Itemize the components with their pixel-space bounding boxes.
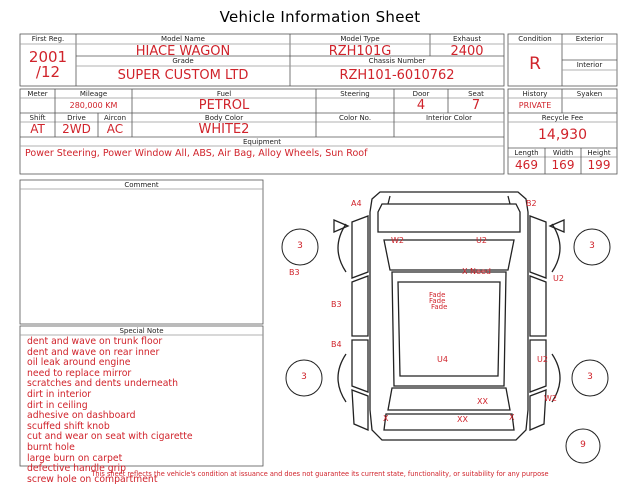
list-item: dirt in interior	[27, 388, 92, 400]
model-type-value: RZH101G	[328, 44, 392, 59]
damage-mark-u2-right: U2	[553, 274, 564, 283]
exterior-label: Exterior	[575, 35, 604, 43]
damage-mark-fade-2: Fade	[429, 297, 446, 305]
list-item: oil leak around engine	[27, 357, 131, 369]
width-label: Width	[552, 149, 574, 157]
seat-label: Seat	[468, 90, 484, 98]
list-item: large burn on carpet	[27, 452, 123, 464]
special-note-label: Special Note	[119, 327, 164, 335]
list-item: cut and wear on seat with cigarette	[27, 431, 193, 443]
first-reg-month: /12	[35, 63, 61, 81]
page-title: Vehicle Information Sheet	[219, 8, 421, 26]
chassis-number-value: RZH101-6010762	[339, 68, 455, 83]
history-label: History	[522, 90, 548, 98]
interior-label: Interior	[576, 61, 603, 69]
damage-mark-x-rear: X	[383, 414, 389, 423]
list-item: adhesive on dashboard	[27, 410, 136, 422]
damage-mark-x-need: X Need	[462, 267, 491, 276]
list-item: scuffed shift knob	[27, 420, 110, 432]
tire-front-left-grade: 3	[297, 241, 303, 251]
damage-mark-xx-1: XX	[477, 397, 488, 406]
damage-mark-b2: B2	[526, 199, 537, 208]
list-item: dirt in ceiling	[27, 399, 88, 411]
damage-mark-u2-rear: U2	[537, 355, 548, 364]
drive-label: Drive	[67, 114, 86, 122]
model-name-label: Model Name	[161, 35, 205, 43]
damage-mark-a4: A4	[351, 199, 362, 208]
aircon-value: AC	[106, 122, 124, 136]
damage-mark-fade-1: Fade	[429, 291, 446, 299]
spare-tire-grade: 9	[580, 440, 586, 450]
height-value: 199	[587, 158, 611, 172]
grade-label: Grade	[172, 57, 194, 65]
vehicle-diagram	[334, 192, 564, 440]
list-item: dent and wave on rear inner	[27, 346, 160, 358]
damage-mark-b4: B4	[331, 340, 342, 349]
chassis-number-label: Chassis Number	[368, 57, 426, 65]
aircon-label: Aircon	[103, 114, 127, 122]
list-item: need to replace mirror	[27, 367, 132, 379]
steering-label: Steering	[340, 90, 370, 98]
meter-label: Meter	[27, 90, 48, 98]
tire-rear-right-grade: 3	[587, 372, 593, 382]
mileage-value: 280,000 KM	[69, 101, 118, 110]
body-color-value: WHITE2	[198, 122, 250, 137]
damage-mark-fade-3: Fade	[431, 303, 448, 311]
equipment-value: Power Steering, Power Window All, ABS, Air Bag, Alloy Wheels, Sun Roof	[25, 148, 368, 159]
damage-mark-b3-inner: B3	[331, 300, 342, 309]
damage-mark-u4: U4	[437, 355, 448, 364]
fuel-label: Fuel	[216, 90, 232, 98]
damage-mark-x-rear-right: X	[509, 413, 515, 422]
tire-front-right-grade: 3	[589, 241, 595, 251]
mileage-label: Mileage	[79, 90, 108, 98]
recycle-fee-value: 14,930	[538, 127, 587, 143]
length-value: 469	[515, 158, 538, 172]
comment-label: Comment	[124, 181, 159, 189]
history-value: PRIVATE	[518, 101, 552, 110]
equipment-label: Equipment	[243, 138, 281, 146]
model-name-value: HIACE WAGON	[135, 44, 231, 59]
grade-value: SUPER CUSTOM LTD	[117, 68, 249, 83]
exhaust-value: 2400	[450, 44, 484, 59]
door-value: 4	[416, 98, 426, 113]
list-item: scratches and dents underneath	[27, 378, 178, 390]
tire-rear-left-grade: 3	[301, 372, 307, 382]
fuel-value: PETROL	[198, 98, 250, 113]
list-item: screw hole on compartment	[27, 473, 158, 485]
damage-mark-w2-front: W2	[391, 236, 404, 245]
body-color-label: Body Color	[204, 114, 244, 122]
recycle-fee-label: Recycle Fee	[541, 114, 584, 122]
footer-disclaimer: This sheet reflects the vehicle's condition at issuance and does not guarantee its current state, functionality, or suitability for any purpose	[91, 470, 549, 478]
special-note-list	[27, 337, 193, 485]
width-value: 169	[551, 158, 575, 172]
exhaust-label: Exhaust	[452, 35, 482, 43]
shift-label: Shift	[29, 114, 46, 122]
condition-label: Condition	[518, 35, 552, 43]
damage-mark-xx-2: XX	[457, 415, 468, 424]
first-reg-year: 2001	[28, 48, 68, 66]
door-label: Door	[412, 90, 430, 98]
height-label: Height	[587, 149, 611, 157]
length-label: Length	[514, 149, 539, 157]
list-item: dent and wave on trunk floor	[27, 336, 163, 347]
damage-mark-b3-left: B3	[289, 268, 300, 277]
first-reg-label: First Reg.	[31, 35, 65, 43]
seat-value: 7	[471, 98, 481, 113]
list-item: defective handle grip	[27, 463, 126, 475]
model-type-label: Model Type	[340, 35, 380, 43]
damage-mark-w2-rear: W2	[544, 394, 557, 403]
syaken-label: Syaken	[576, 90, 603, 98]
interior-color-label: Interior Color	[425, 114, 473, 122]
drive-value: 2WD	[62, 122, 91, 136]
condition-value: R	[529, 54, 541, 74]
shift-value: AT	[30, 122, 45, 136]
color-no-label: Color No.	[338, 114, 372, 122]
list-item: burnt hole	[27, 441, 75, 453]
damage-mark-u2-front: U2	[476, 236, 487, 245]
